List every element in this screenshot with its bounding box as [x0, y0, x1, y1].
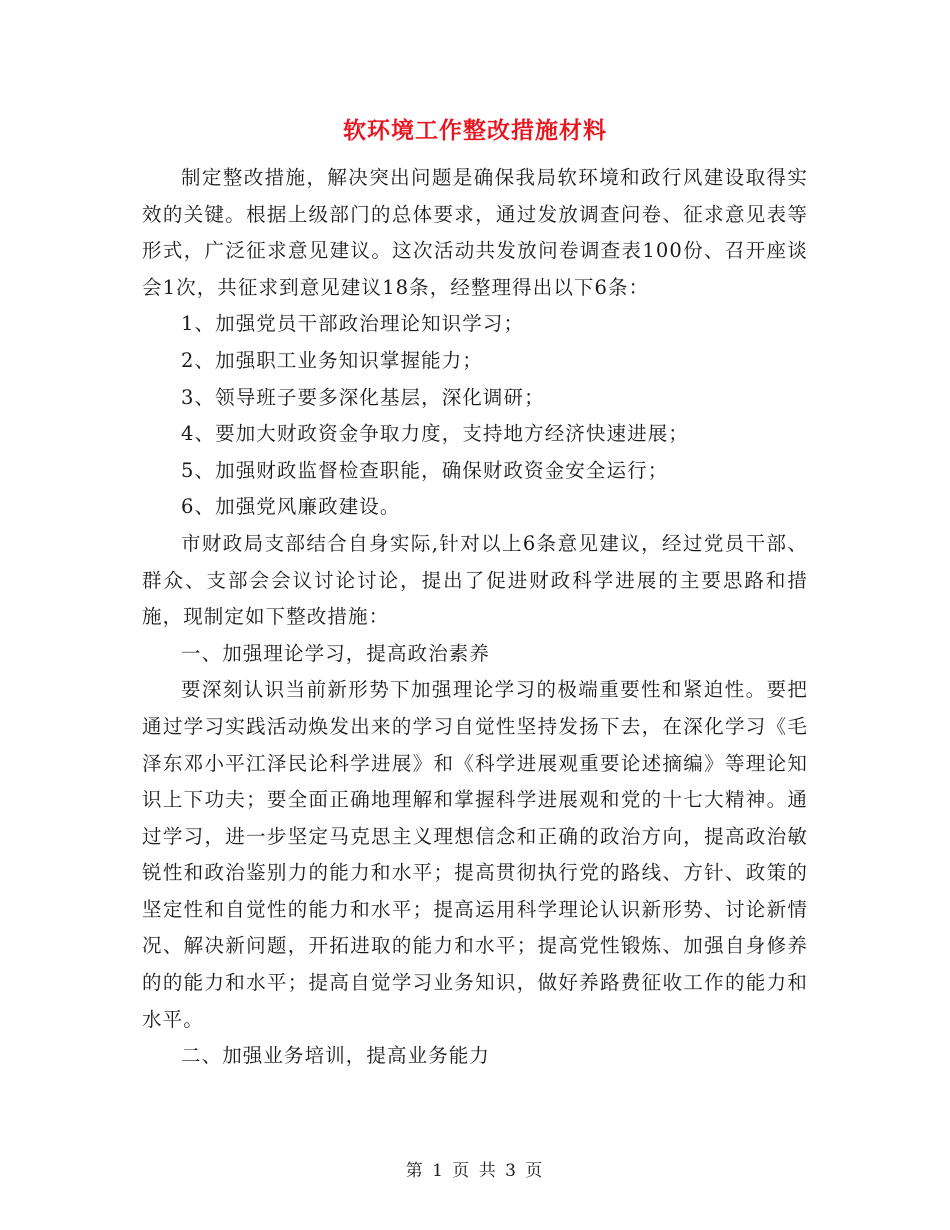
- paragraph-intro: 制定整改措施，解决突出问题是确保我局软环境和政行风建设取得实效的关键。根据上级部门的总体要求，通过发放调查问卷、征求意见表等形式，广泛征求意见建议。这次活动共发放问卷调查表100份、召开座谈会1次，共征求到意见建议18条，经整理得出以下6条：: [142, 166, 808, 299]
- list-item-6: 6、加强党风廉政建设。: [181, 495, 401, 519]
- section-heading-1: 一、加强理论学习，提高政治素养: [181, 641, 491, 665]
- list-item-4: 4、要加大财政资金争取力度，支持地方经济快速进展；: [181, 422, 689, 446]
- paragraph-response: 市财政局支部结合自身实际,针对以上6条意见建议，经过党员干部、群众、支部会会议讨论讨论，提出了促进财政科学进展的主要思路和措施，现制定如下整改措施：: [142, 531, 808, 629]
- list-item-5: 5、加强财政监督检查职能，确保财政资金安全运行；: [181, 458, 669, 482]
- list-item-2: 2、加强职工业务知识掌握能力；: [181, 348, 483, 372]
- section-heading-2: 二、加强业务培训，提高业务能力: [181, 1044, 491, 1068]
- list-item-1: 1、加强党员干部政治理论知识学习；: [181, 312, 525, 336]
- document-body: [142, 160, 808, 1075]
- paragraph-section-1: 要深刻认识当前新形势下加强理论学习的极端重要性和紧迫性。要把通过学习实践活动焕发出来的学习自觉性坚持发扬下去，在深化学习《毛泽东邓小平江泽民论科学进展》和《科学进展观重要论述摘编》等理论知识上下功夫；要全面正确地理解和掌握科学进展观和党的十七大精神。通过学习，进一步坚定马克思主义理想信念和正确的政治方向，提高政治敏锐性和政治鉴别力的能力和水平；提高贯彻执行党的路线、方针、政策的坚定性和自觉性的能力和水平；提高运用科学理论认识新形势、讨论新情况、解决新问题，开拓进取的能力和水平；提高党性锻炼、加强自身修养的的能力和水平；提高自觉学习业务知识，做好养路费征收工作的能力和水平。: [142, 678, 808, 1031]
- list-item-3: 3、领导班子要多深化基层，深化调研；: [181, 385, 545, 409]
- document-title: 软环境工作整改措施材料: [343, 117, 607, 144]
- page-number-footer: 第 1 页 共 3 页: [405, 1161, 545, 1181]
